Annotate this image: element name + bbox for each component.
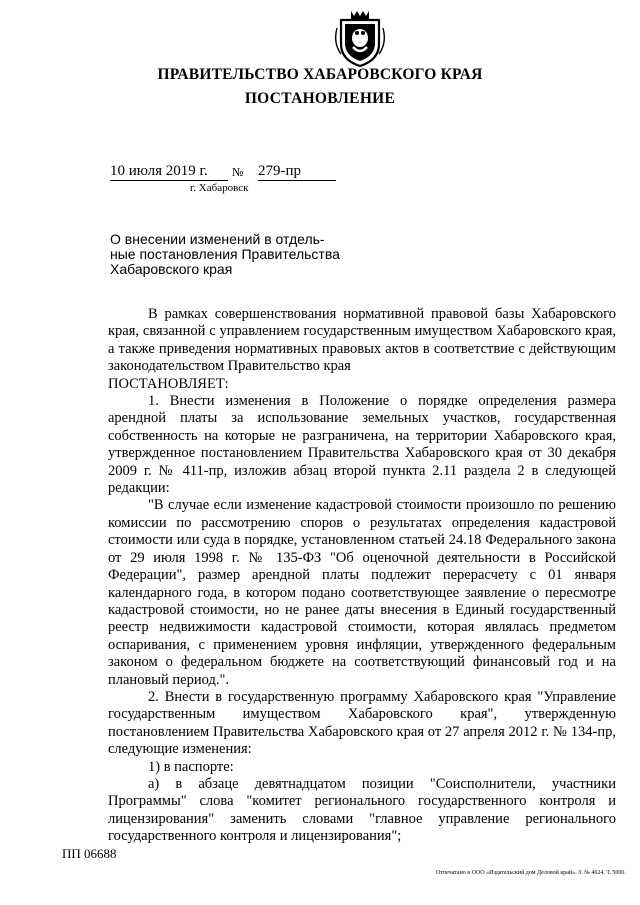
subject-line: ные постановления Правительства — [110, 246, 340, 262]
paragraph: "В случае если изменение кадастровой стоимости произошло по решению комиссии по рассмотрению споров о результатах определения кадастровой стоимости или суда в порядке, установленном статьей 24.18 Федерального закона от 29 июля 1998 г. № 135-ФЗ "Об оценочной деятельности в Российской Федерации", размер арендной платы подлежит перерасчету с 01 января календарного года, в котором подано соответствующее заявление о пересмотре кадастровой стоимости, но не ранее даты внесения в Единый государственный реестр недвижимости кадастровой стоимости, которая являлась предметом оспаривания, с применением уровня инфляции, утвержденного федеральным законом о федеральном бюджете на соответствующий финансовый год и на плановый период.". — [108, 497, 616, 688]
paragraph: В рамках совершенствования нормативной правовой базы Хабаровского края, связанной с управлением государственным имуществом Хабаровского края, а также приведения нормативных правовых актов в соответствие с действующим законодательством Правительство края — [108, 306, 616, 375]
organization-title: ПРАВИТЕЛЬСТВО ХАБАРОВСКОГО КРАЯ — [157, 66, 483, 83]
number-label: № — [232, 165, 244, 179]
subject-line: О внесении изменений в отдель- — [110, 231, 325, 247]
city: г. Хабаровск — [190, 182, 249, 194]
resolution-keyword: ПОСТАНОВЛЯЕТ: — [108, 375, 229, 392]
document-subject — [110, 232, 350, 277]
paragraph: 2. Внести в государственную программу Хабаровского края "Управление государственным имуществом Хабаровского края", утвержденную постановлением Правительства Хабаровского края от 27 апреля 2012 г. № 134-пр, следующие изменения: — [108, 688, 616, 758]
document-body — [108, 306, 616, 846]
document-number: 279-пр — [258, 163, 336, 181]
paragraph: а) в абзаце девятнадцатом позиции "Соисполнители, участники Программы" слова "комитет регионального государственного контроля и лицензирования" заменить словами "главное управление регионального государственного контроля и лицензирования"; — [108, 775, 616, 845]
print-note: Отпечатано в ООО «Издательский дом Деловой край». З. № 4624. Т. 5000. — [436, 870, 626, 876]
coat-of-arms-icon — [331, 8, 389, 68]
document-date: 10 июля 2019 г. — [110, 163, 228, 181]
document-code: ПП 06688 — [62, 846, 117, 861]
document-type: ПОСТАНОВЛЕНИЕ — [244, 90, 396, 107]
subject-line: Хабаровского края — [110, 261, 233, 277]
paragraph: 1. Внести изменения в Положение о порядке определения размера арендной платы за использование земельных участков, государственная собственность на которые не разграничена, на территории Хабаровского края, утвержденное постановлением Правительства Хабаровского края от 30 декабря 2009 г. № 411-пр, изложив абзац второй пункта 2.11 раздела 2 в следующей редакции: — [108, 393, 616, 497]
paragraph: 1) в паспорте: — [148, 758, 234, 775]
